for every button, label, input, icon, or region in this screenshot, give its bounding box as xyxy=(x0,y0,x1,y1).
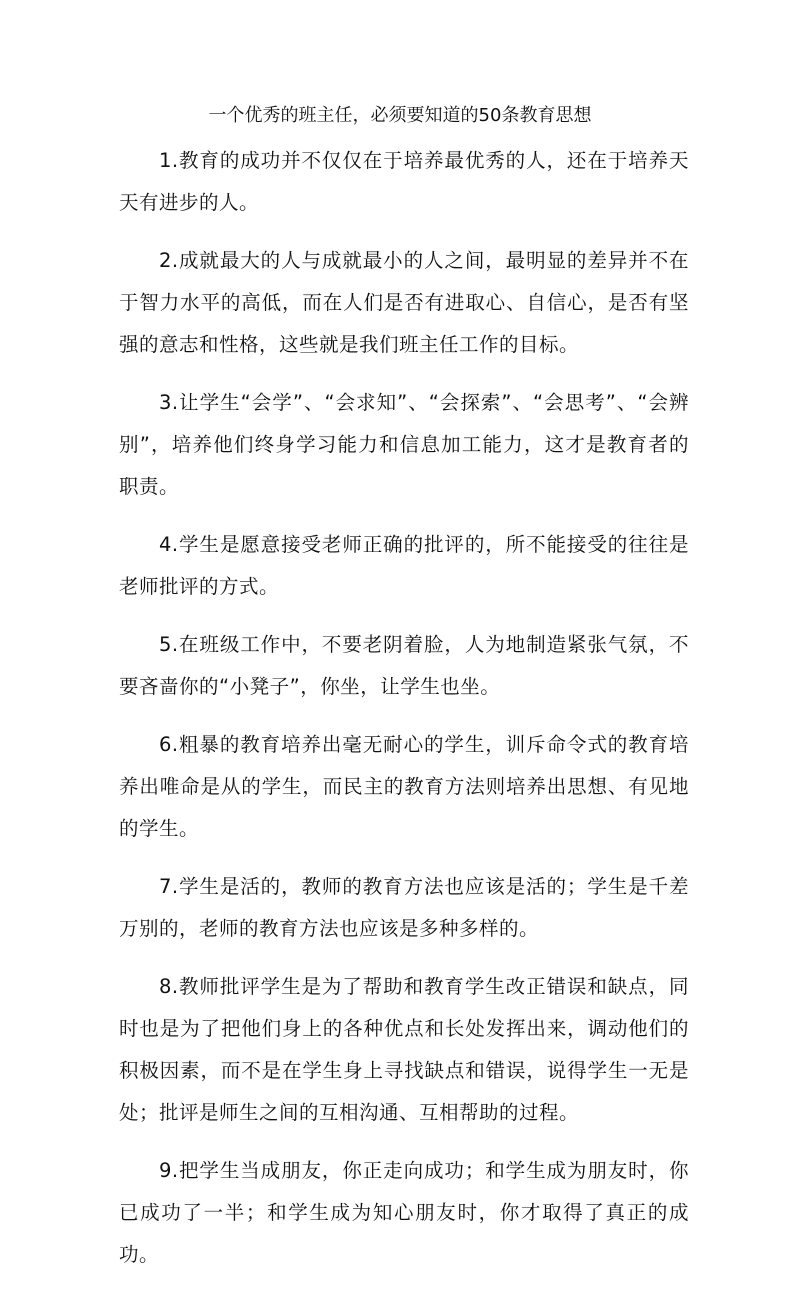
paragraph-5: 5.在班级工作中，不要老阴着脸，人为地制造紧张气氛，不要吝啬你的“小凳子”，你坐，让学生也坐。 xyxy=(119,633,689,698)
paragraph-6: 6.粗暴的教育培养出毫无耐心的学生，训斥命令式的教育培养出唯命是从的学生，而民主的教育方法则培养出思想、有见地的学生。 xyxy=(119,733,689,840)
document-title: 一个优秀的班主任，必须要知道的50条教育思想 xyxy=(208,105,592,126)
paragraph-3: 3.让学生“会学”、“会求知”、“会探索”、“会思考”、“会辨别”，培养他们终身学习能力和信息加工能力，这才是教育者的职责。 xyxy=(119,391,689,498)
paragraph-7: 7.学生是活的，教师的教育方法也应该是活的；学生是千差万别的，老师的教育方法也应该是多种多样的。 xyxy=(119,875,689,940)
paragraph-2: 2.成就最大的人与成就最小的人之间，最明显的差异并不在于智力水平的高低，而在人们是否有进取心、自信心，是否有坚强的意志和性格，这些就是我们班主任工作的目标。 xyxy=(119,249,689,356)
paragraph-9: 9.把学生当成朋友，你正走向成功；和学生成为朋友时，你已成功了一半；和学生成为知心朋友时，你才取得了真正的成功。 xyxy=(119,1159,689,1266)
paragraph-8: 8.教师批评学生是为了帮助和教育学生改正错误和缺点，同时也是为了把他们身上的各种优点和长处发挥出来，调动他们的积极因素，而不是在学生身上寻找缺点和错误，说得学生一无是处；批评是师生之间的互相沟通、互相帮助的过程。 xyxy=(119,975,689,1124)
paragraph-4: 4.学生是愿意接受老师正确的批评的，所不能接受的往往是老师批评的方式。 xyxy=(119,533,689,598)
document-body xyxy=(119,140,689,1292)
paragraph-1: 1.教育的成功并不仅仅在于培养最优秀的人，还在于培养天天有进步的人。 xyxy=(119,149,689,214)
